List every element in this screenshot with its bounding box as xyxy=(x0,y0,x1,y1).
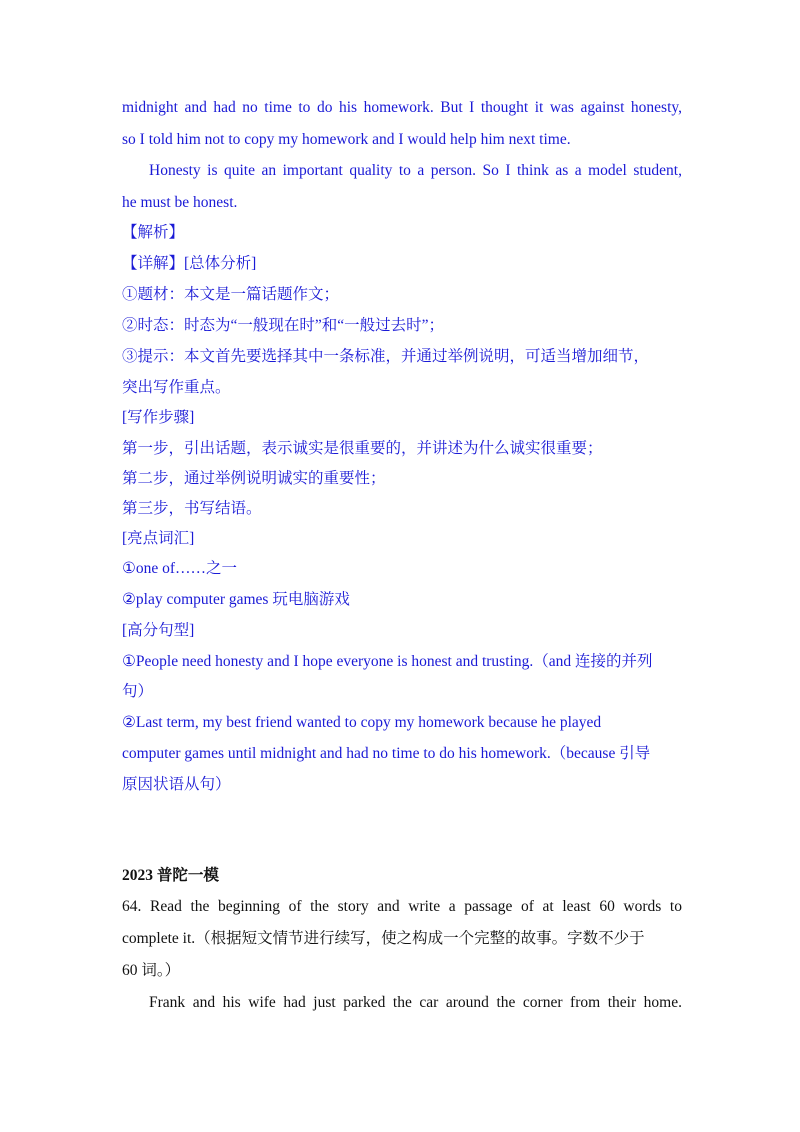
question-source: 2023 普陀一模 xyxy=(122,867,219,884)
sentence-line: ①People need honesty and I hope everyone is honest and trusting.（and 连接的并列 xyxy=(122,653,653,670)
question-prompt-line: 64. Read the beginning of the story and write a passage of at least 60 words to xyxy=(122,898,682,915)
analysis-point: ③提示：本文首先要选择其中一条标准，并通过举例说明，可适当增加细节， xyxy=(122,348,650,365)
question-prompt-line: 60 词。） xyxy=(122,962,181,979)
writing-step: 第三步，书写结语。 xyxy=(122,500,262,517)
vocab-heading: [亮点词汇] xyxy=(122,530,195,547)
analysis-point: ②时态：时态为“一般现在时”和“一般过去时”； xyxy=(122,317,445,334)
answer-line: he must be honest. xyxy=(122,194,238,211)
sentence-line: ②Last term, my best friend wanted to copy my homework because he played xyxy=(122,714,602,731)
steps-heading: [写作步骤] xyxy=(122,409,195,426)
vocab-item: ①one of……之一 xyxy=(122,560,238,577)
story-beginning: Frank and his wife had just parked the car around the corner from their home. xyxy=(149,994,682,1011)
vocab-item: ②play computer games 玩电脑游戏 xyxy=(122,591,350,608)
answer-line: Honesty is quite an important quality to a person. So I think as a model student, xyxy=(149,162,682,179)
answer-line: so I told him not to copy my homework and I would help him next time. xyxy=(122,131,571,148)
sentence-line: 句） xyxy=(122,683,154,700)
writing-step: 第二步，通过举例说明诚实的重要性； xyxy=(122,470,386,487)
sentence-line: computer games until midnight and had no time to do his homework.（because 引导 xyxy=(122,745,651,762)
analysis-point: ①题材：本文是一篇话题作文； xyxy=(122,286,340,303)
sentences-heading: [高分句型] xyxy=(122,622,195,639)
answer-line: midnight and had no time to do his homework. But I thought it was against honesty, xyxy=(122,99,682,116)
question-prompt-line: complete it.（根据短文情节进行续写，使之构成一个完整的故事。字数不少于 xyxy=(122,930,645,947)
analysis-point: 突出写作重点。 xyxy=(122,379,231,396)
writing-step: 第一步，引出话题，表示诚实是很重要的，并讲述为什么诚实很重要； xyxy=(122,440,603,457)
detail-heading: 【详解】[总体分析] xyxy=(122,255,257,272)
sentence-line: 原因状语从句） xyxy=(122,776,231,793)
analysis-label: 【解析】 xyxy=(122,224,185,241)
